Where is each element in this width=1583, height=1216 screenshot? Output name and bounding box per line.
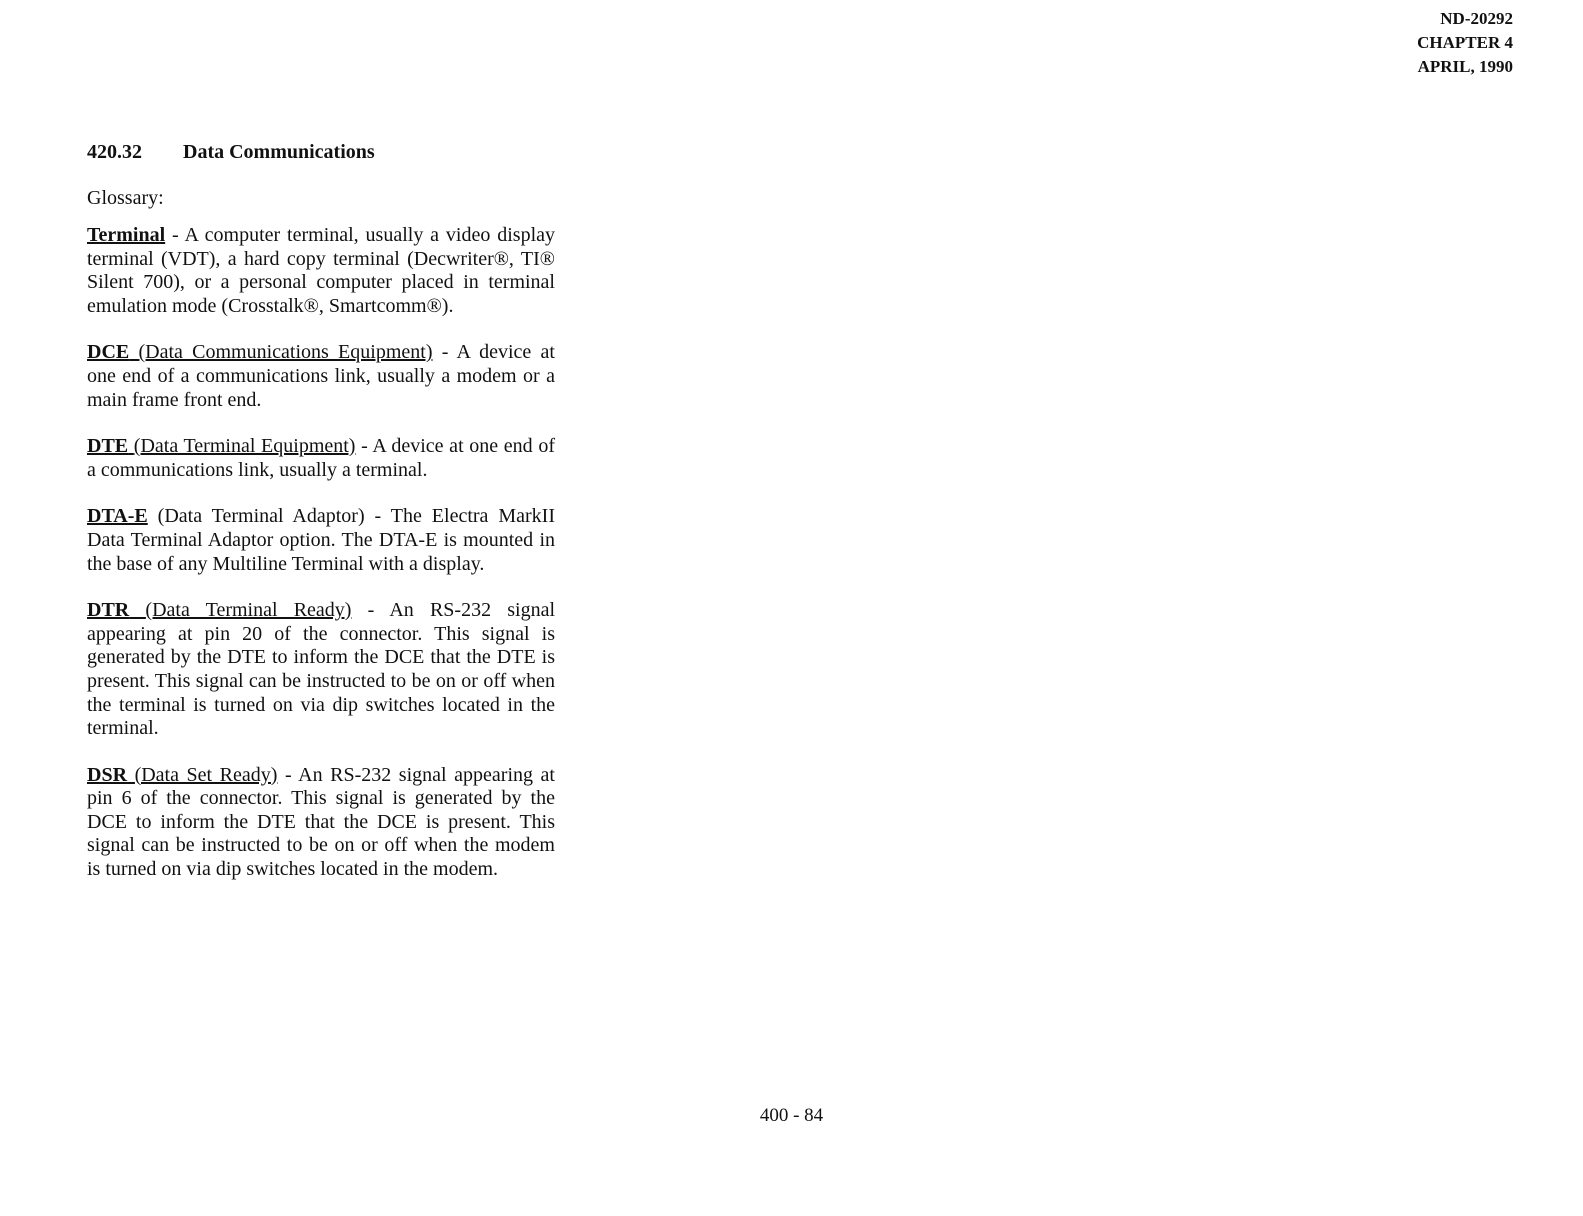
- glossary-definition: - A computer terminal, usually a video display terminal (VDT), a hard copy terminal (Decwriter®, TI® Silent 700), or a personal computer placed in terminal emulation mode (Crosstalk®, Smartcomm®).: [87, 224, 555, 317]
- glossary-term: DCE: [87, 341, 130, 364]
- document-id: ND-20292: [1440, 9, 1513, 28]
- glossary-term: Terminal: [87, 224, 166, 246]
- glossary-term-expansion: (Data Terminal Equipment): [133, 435, 356, 458]
- page-number: 400 - 84: [759, 1105, 824, 1126]
- glossary-entry-dce: [87, 341, 555, 412]
- glossary-entry-dsr: [87, 764, 555, 882]
- glossary-term-expansion: (Data Set Ready): [134, 763, 278, 786]
- section-title: Data Communications: [183, 141, 375, 163]
- glossary-term: DTA-E: [87, 505, 148, 528]
- glossary-label: Glossary:: [87, 187, 164, 209]
- document-header: [1417, 7, 1513, 79]
- glossary-definition: - A device at one end of a communications link, usually a modem or a main frame front end.: [87, 341, 555, 411]
- section-heading: [87, 140, 555, 164]
- glossary-term-expansion: (Data Communications Equipment): [138, 341, 433, 364]
- main-content: [87, 140, 555, 905]
- glossary-term: DTE: [87, 435, 129, 458]
- document-date: APRIL, 1990: [1417, 57, 1513, 76]
- glossary-term: DTR: [87, 599, 130, 622]
- section-number: 420.32: [87, 141, 142, 163]
- glossary-entry-dte: [87, 435, 555, 482]
- glossary-entry-dtr: [87, 599, 555, 741]
- glossary-definition: - A device at one end of a communications link, usually a terminal.: [87, 435, 555, 481]
- glossary-definition: - An RS-232 signal appearing at pin 6 of the connector. This signal is generated by the DCE to inform the DTE that the DCE is present. This signal can be instructed to be on or off when the modem is turned on via dip switches located in the modem.: [87, 763, 555, 881]
- glossary-definition: (Data Terminal Adaptor) - The Electra MarkII Data Terminal Adaptor option. The DTA-E is mounted in the base of any Multiline Terminal with a display.: [87, 505, 555, 575]
- glossary-entry-dta-e: [87, 505, 555, 576]
- glossary-entry-terminal: [87, 224, 555, 318]
- glossary-term: DSR: [87, 763, 128, 786]
- glossary-definition: - An RS-232 signal appearing at pin 20 of the connector. This signal is generated by the DTE to inform the DCE that the DTE is present. This signal can be instructed to be on or off when the terminal is turned on via dip switches located in the terminal.: [87, 599, 556, 740]
- chapter-label: CHAPTER 4: [1417, 33, 1513, 52]
- glossary-term-expansion: (Data Terminal Ready): [145, 599, 352, 622]
